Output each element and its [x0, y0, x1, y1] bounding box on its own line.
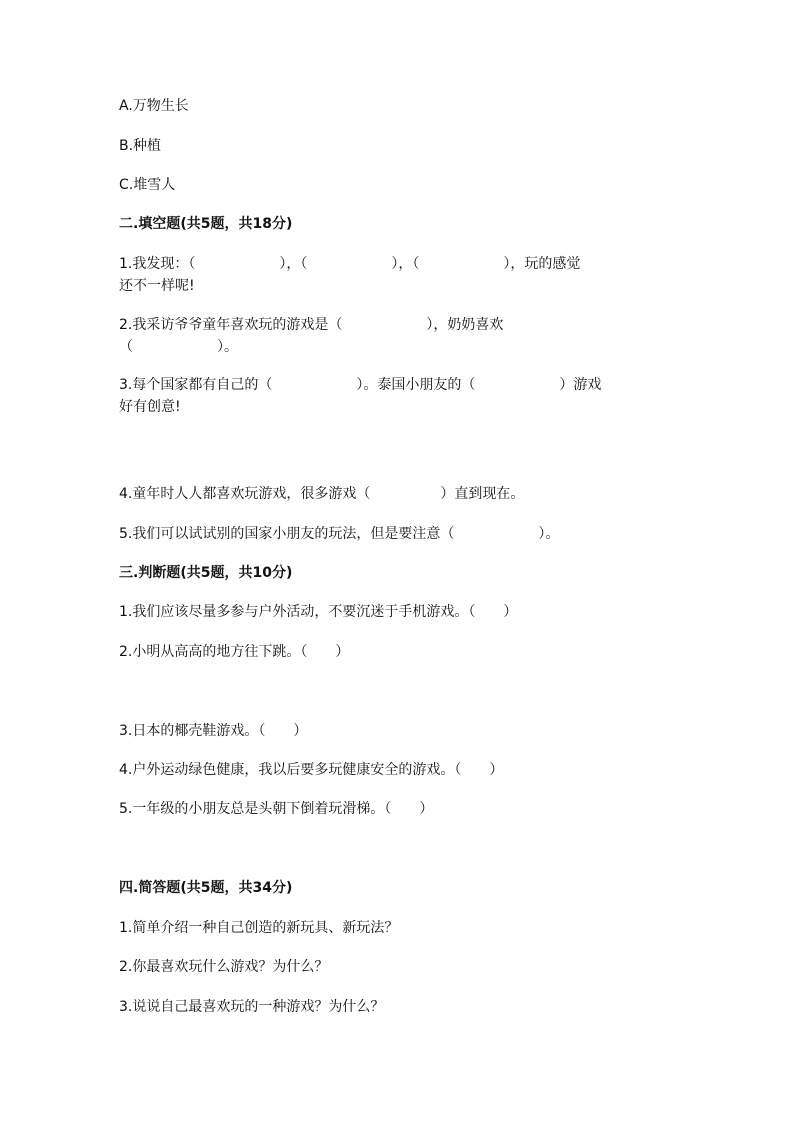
fill-blank-q4: 4.童年时人人都喜欢玩游戏，很多游戏（ ）直到现在。 — [119, 486, 525, 502]
fill-blank-q5: 5.我们可以试试别的国家小朋友的玩法，但是要注意（ ）。 — [119, 526, 560, 542]
option-b: B.种植 — [119, 138, 162, 154]
section-heading-true-false: 三.判断题(共5题，共10分) — [119, 565, 293, 581]
option-c: C.堆雪人 — [119, 177, 176, 193]
section-heading-fill-blank: 二.填空题(共5题，共18分) — [119, 216, 293, 232]
section-heading-short-answer: 四.简答题(共5题，共34分) — [119, 880, 293, 896]
short-answer-q3: 3.说说自己最喜欢玩的一种游戏？为什么？ — [119, 999, 385, 1015]
true-false-q3: 3.日本的椰壳鞋游戏。（ ） — [119, 723, 308, 739]
fill-blank-q3-line2: 好有创意! — [119, 399, 181, 415]
true-false-q4: 4.户外运动绿色健康，我以后要多玩健康安全的游戏。（ ） — [119, 762, 504, 778]
fill-blank-q1-line1: 1.我发现：（ ），（ ），（ ），玩的感觉 — [119, 256, 581, 272]
true-false-q1: 1.我们应该尽量多参与户外活动，不要沉迷于手机游戏。（ ） — [119, 604, 518, 620]
true-false-q5: 5.一年级的小朋友总是头朝下倒着玩滑梯。（ ） — [119, 801, 434, 817]
fill-blank-q1-line2: 还不一样呢! — [119, 278, 195, 294]
true-false-q2: 2.小明从高高的地方往下跳。（ ） — [119, 644, 350, 660]
option-a: A.万物生长 — [119, 98, 189, 114]
short-answer-q2: 2.你最喜欢玩什么游戏？为什么？ — [119, 959, 329, 975]
fill-blank-q2-line2: （ ）。 — [119, 339, 238, 355]
fill-blank-q3-line1: 3.每个国家都有自己的（ ）。泰国小朋友的（ ）游戏 — [119, 377, 602, 393]
fill-blank-q2-line1: 2.我采访爷爷童年喜欢玩的游戏是（ ），奶奶喜欢 — [119, 317, 504, 333]
short-answer-q1: 1.简单介绍一种自己创造的新玩具、新玩法？ — [119, 920, 399, 936]
